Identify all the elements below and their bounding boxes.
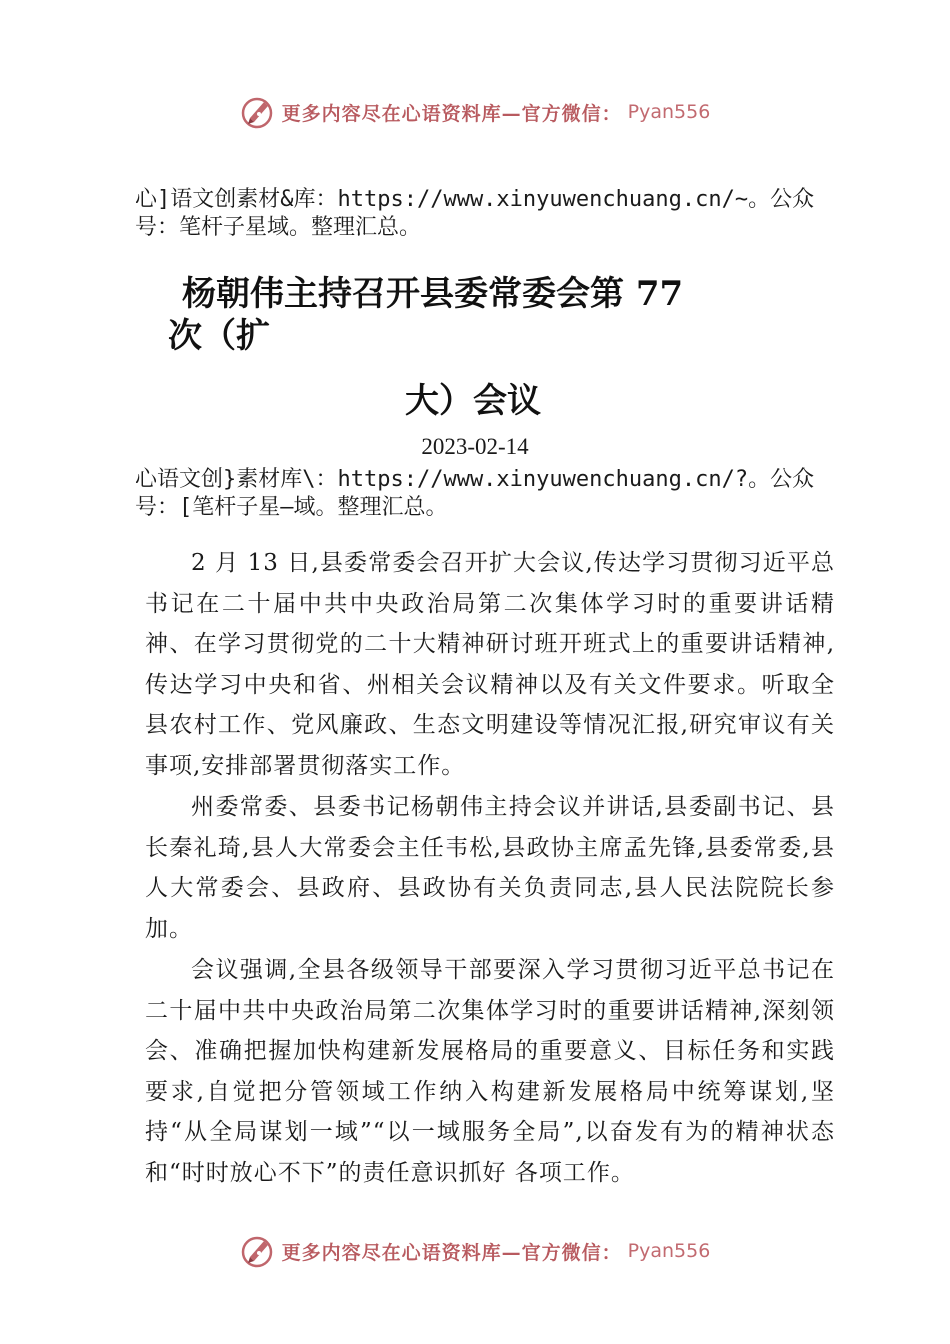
pen-logo-icon (240, 1233, 276, 1269)
header-wechat-id: Pyan556 (627, 101, 711, 123)
footer-banner-text: 更多内容尽在心语资料库—官方微信： (281, 1241, 622, 1264)
article-title-line-1: 杨朝伟主持召开县委常委会第 77 (182, 274, 684, 314)
body-paragraph-1: 2 月 13 日,县委常委会召开扩大会议,传达学习贯彻习近平总书记在二十届中共中央政治局第二次集体学习时的重要讲话精神、在学习贯彻党的二十大精神研讨班开班式上的重要讲话精神,传达学习中央和省、州相关会议精神以及有关文件要求。听取全县农村工作、党风廉政、生态文明建设等情况汇报,研究审议有关事项,安排部署贯彻落实工作。 (145, 550, 835, 779)
publish-date: 2023-02-14 (421, 434, 529, 459)
footer-banner (0, 1233, 950, 1269)
header-banner-text: 更多内容尽在心语资料库—官方微信： (281, 102, 622, 125)
source-note-2: 心语文创}素材库\：https://www.xinyuwenchuang.cn/?。公众号：[笔杆子星—域。整理汇总。 (135, 467, 815, 520)
article-title-line-3: 大）会议 (405, 381, 541, 421)
header-banner (0, 94, 950, 130)
body-paragraph-3: 会议强调,全县各级领导干部要深入学习贯彻习近平总书记在二十届中共中央政治局第二次集体学习时的重要讲话精神,深刻领会、准确把握加快构建新发展格局的重要意义、目标任务和实践要求,自觉把分管领域工作纳入构建新发展格局中统筹谋划,坚持“从全局谋划一域”“以一域服务全局”,以奋发有为的精神状态和“时时放心不下”的责任意识抓好 各项工作。 (145, 957, 835, 1186)
pen-logo-icon (240, 94, 276, 130)
source-note: 心]语文创素材&库：https://www.xinyuwenchuang.cn/~。公众号：笔杆子星域。整理汇总。 (135, 187, 815, 240)
body-paragraph-2: 州委常委、县委书记杨朝伟主持会议并讲话,县委副书记、县长秦礼琦,县人大常委会主任韦松,县政协主席孟先锋,县委常委,县人大常委会、县政府、县政协有关负责同志,县人民法院院长参加。 (145, 794, 835, 942)
footer-wechat-id: Pyan556 (627, 1240, 711, 1262)
article-title-line-2: 次（扩 (168, 316, 270, 356)
